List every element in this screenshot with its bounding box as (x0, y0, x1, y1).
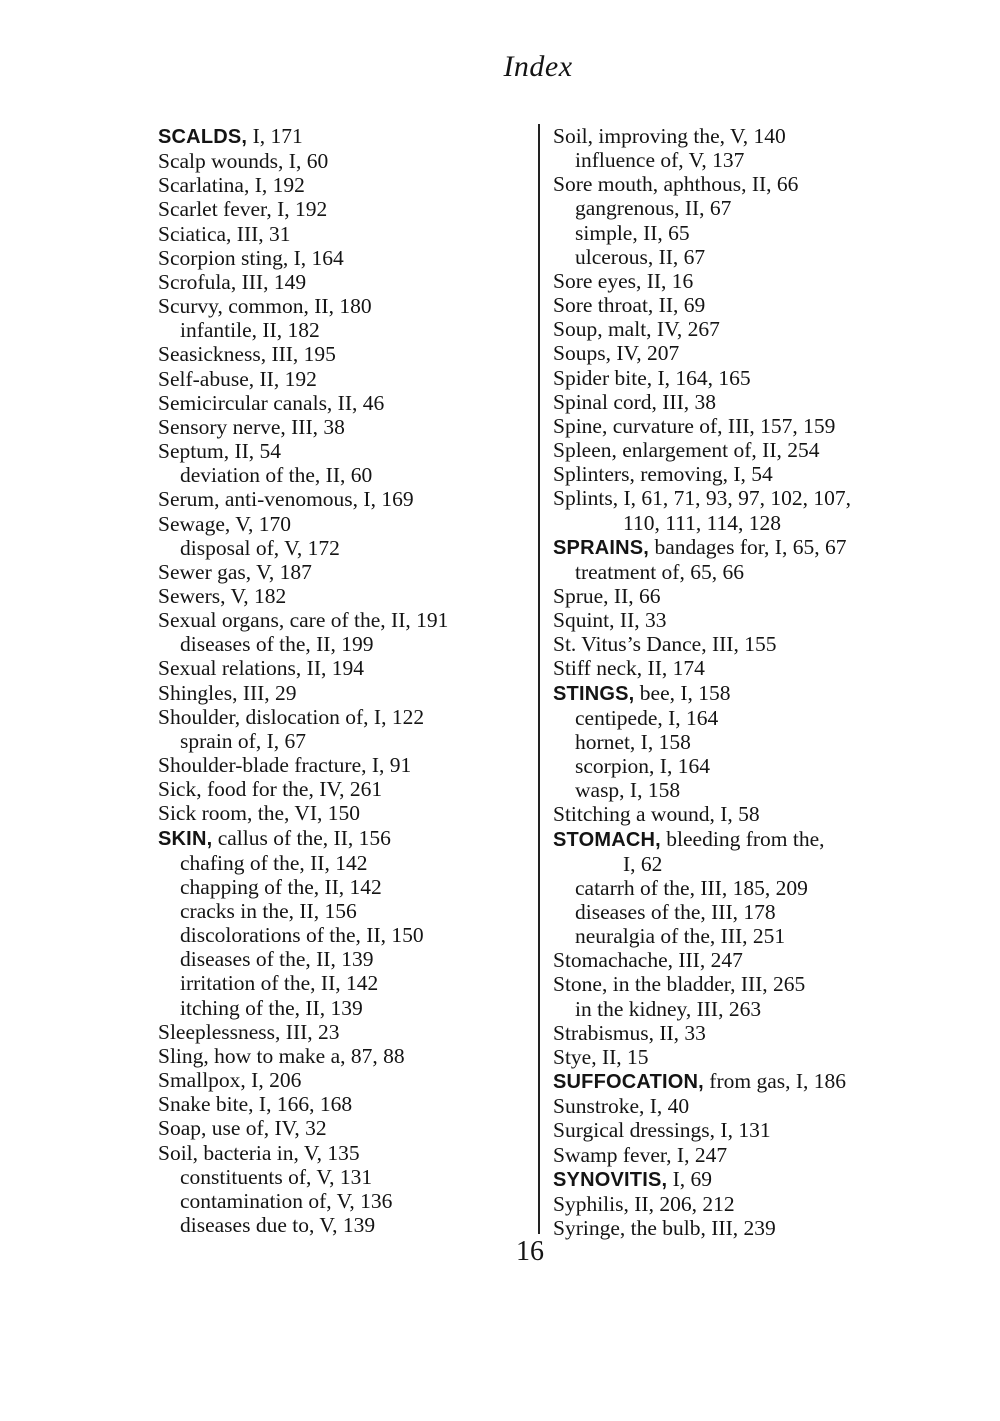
index-entry-continuation: 110, 111, 114, 128 (623, 510, 782, 535)
index-entry: Smallpox, I, 206 (158, 1068, 302, 1093)
index-subentry: neuralgia of the, III, 251 (575, 924, 786, 949)
index-entry: Sore eyes, II, 16 (553, 268, 694, 293)
index-entry: Sick room, the, VI, 150 (158, 801, 361, 826)
index-entry-continuation: I, 62 (623, 851, 663, 876)
index-entry-text: bandages for, I, 65, 67 (649, 534, 847, 559)
index-subentry: chapping of the, II, 142 (180, 874, 382, 899)
column-divider (538, 124, 540, 1234)
index-entry: Scorpion sting, I, 164 (158, 245, 344, 270)
index-entry: Sexual relations, II, 194 (158, 656, 364, 681)
index-entry: Shingles, III, 29 (158, 680, 297, 705)
index-column-right (553, 124, 923, 1240)
index-column-left (158, 124, 528, 1237)
index-subentry: influence of, V, 137 (575, 148, 745, 173)
index-entry: Stone, in the bladder, III, 265 (553, 972, 806, 997)
index-subentry: diseases of the, III, 178 (575, 900, 776, 924)
index-entry: Stitching a wound, I, 58 (553, 802, 760, 827)
index-keyword: SPRAINS, (553, 536, 650, 559)
index-entry: Soil, bacteria in, V, 135 (158, 1140, 360, 1165)
index-entry-text: I, 69 (667, 1166, 713, 1191)
index-keyword: SYNOVITIS, (553, 1168, 668, 1191)
index-entry: Soups, IV, 207 (553, 341, 680, 366)
index-keyword: SUFFOCATION, (553, 1071, 704, 1094)
index-entry: Surgical dressings, I, 131 (553, 1118, 771, 1143)
index-entry (158, 826, 528, 851)
index-entry: Soap, use of, IV, 32 (158, 1116, 327, 1141)
index-entry (553, 1167, 923, 1192)
index-subentry: constituents of, V, 131 (180, 1164, 373, 1189)
index-entry: Shoulder, dislocation of, I, 122 (158, 704, 425, 729)
index-entry-text: callus of the, II, 156 (212, 825, 391, 850)
index-entry: Self-abuse, II, 192 (158, 366, 317, 391)
index-subentry: discolorations of the, II, 150 (180, 923, 424, 948)
index-subentry: in the kidney, III, 263 (575, 996, 762, 1021)
index-subentry: diseases of the, II, 199 (180, 632, 374, 657)
index-entry: Sleeplessness, III, 23 (158, 1019, 340, 1044)
index-entry: Spine, curvature of, III, 157, 159 (553, 413, 836, 438)
index-entry (553, 535, 923, 560)
index-entry: Soil, improving the, V, 140 (553, 124, 786, 148)
index-entry: Stomachache, III, 247 (553, 948, 743, 973)
index-entry: Serum, anti-venomous, I, 169 (158, 487, 414, 512)
index-entry: Sciatica, III, 31 (158, 221, 291, 246)
index-entry (553, 1069, 923, 1094)
index-entry: Sewers, V, 182 (158, 583, 287, 608)
index-entry: Scarlet fever, I, 192 (158, 197, 328, 222)
index-subentry: disposal of, V, 172 (180, 535, 340, 560)
index-entry-text: from gas, I, 186 (703, 1069, 847, 1094)
index-subentry: deviation of the, II, 60 (180, 463, 373, 488)
index-keyword: STOMACH, (553, 828, 661, 851)
index-entry: Stye, II, 15 (553, 1044, 649, 1069)
index-subentry: gangrenous, II, 67 (575, 196, 732, 221)
index-entry: Snake bite, I, 166, 168 (158, 1092, 353, 1117)
index-subentry: sprain of, I, 67 (180, 728, 306, 753)
index-entry: Shoulder-blade fracture, I, 91 (158, 753, 412, 778)
index-entry: Syringe, the bulb, III, 239 (553, 1216, 776, 1241)
index-entry: Squint, II, 33 (553, 608, 667, 633)
index-subentry: scorpion, I, 164 (575, 754, 710, 779)
index-subentry: centipede, I, 164 (575, 705, 719, 730)
index-subentry: wasp, I, 158 (575, 778, 681, 803)
index-entry: Semicircular canals, II, 46 (158, 390, 385, 415)
index-entry: Sunstroke, I, 40 (553, 1094, 690, 1119)
index-entry: Sore throat, II, 69 (553, 293, 706, 318)
index-entry-text: bee, I, 158 (634, 680, 731, 705)
index-entry: Scalp wounds, I, 60 (158, 149, 329, 174)
index-subentry: catarrh of the, III, 185, 209 (575, 875, 808, 900)
index-entry: Splinters, removing, I, 54 (553, 462, 773, 487)
index-subentry: itching of the, II, 139 (180, 995, 363, 1020)
index-subentry: cracks in the, II, 156 (180, 899, 357, 923)
index-entry: Scrofula, III, 149 (158, 269, 307, 294)
index-subentry: simple, II, 65 (575, 220, 690, 245)
index-entry: Sensory nerve, III, 38 (158, 414, 345, 439)
index-entry: Spinal cord, III, 38 (553, 389, 717, 414)
index-subentry: infantile, II, 182 (180, 318, 320, 343)
index-entry: Sewage, V, 170 (158, 511, 291, 536)
index-subentry: diseases due to, V, 139 (180, 1213, 376, 1238)
index-subentry: ulcerous, II, 67 (575, 244, 706, 269)
index-entry (553, 827, 923, 852)
index-entry-text: I, 171 (247, 124, 303, 148)
index-entry: Swamp fever, I, 247 (553, 1142, 728, 1167)
index-keyword: SKIN, (158, 827, 213, 850)
index-entry: Splints, I, 61, 71, 93, 97, 102, 107, (553, 486, 852, 511)
index-keyword: SCALDS, (158, 126, 248, 148)
index-subentry: contamination of, V, 136 (180, 1188, 393, 1213)
index-entry: Syphilis, II, 206, 212 (553, 1191, 735, 1216)
index-entry: Seasickness, III, 195 (158, 342, 336, 367)
index-entry: Strabismus, II, 33 (553, 1020, 706, 1045)
index-entry: Sore mouth, aphthous, II, 66 (553, 172, 799, 197)
index-entry: Soup, malt, IV, 267 (553, 317, 720, 342)
index-entry: Sick, food for the, IV, 261 (158, 777, 383, 802)
index-entry: St. Vitus’s Dance, III, 155 (553, 632, 777, 657)
index-entry: Spleen, enlargement of, II, 254 (553, 438, 820, 463)
index-subentry: chafing of the, II, 142 (180, 850, 368, 875)
index-keyword: STINGS, (553, 682, 635, 705)
index-entry: Stiff neck, II, 174 (553, 656, 705, 681)
page-number: 16 (516, 1236, 544, 1267)
index-entry: Sprue, II, 66 (553, 583, 661, 608)
index-entry: Sling, how to make a, 87, 88 (158, 1043, 405, 1068)
index-entry: Sexual organs, care of the, II, 191 (158, 608, 449, 633)
index-subentry: hornet, I, 158 (575, 729, 691, 754)
page-title: Index (503, 50, 573, 83)
index-entry: Septum, II, 54 (158, 439, 282, 464)
index-entry: Scarlatina, I, 192 (158, 173, 305, 198)
index-entry (158, 124, 528, 149)
index-subentry: irritation of the, II, 142 (180, 971, 379, 996)
index-entry: Spider bite, I, 164, 165 (553, 365, 751, 390)
index-entry-text: bleeding from the, (660, 826, 825, 851)
index-subentry: treatment of, 65, 66 (575, 559, 744, 584)
index-subentry: diseases of the, II, 139 (180, 947, 374, 972)
index-entry: Sewer gas, V, 187 (158, 559, 312, 584)
index-entry: Scurvy, common, II, 180 (158, 294, 372, 319)
index-entry (553, 681, 923, 706)
